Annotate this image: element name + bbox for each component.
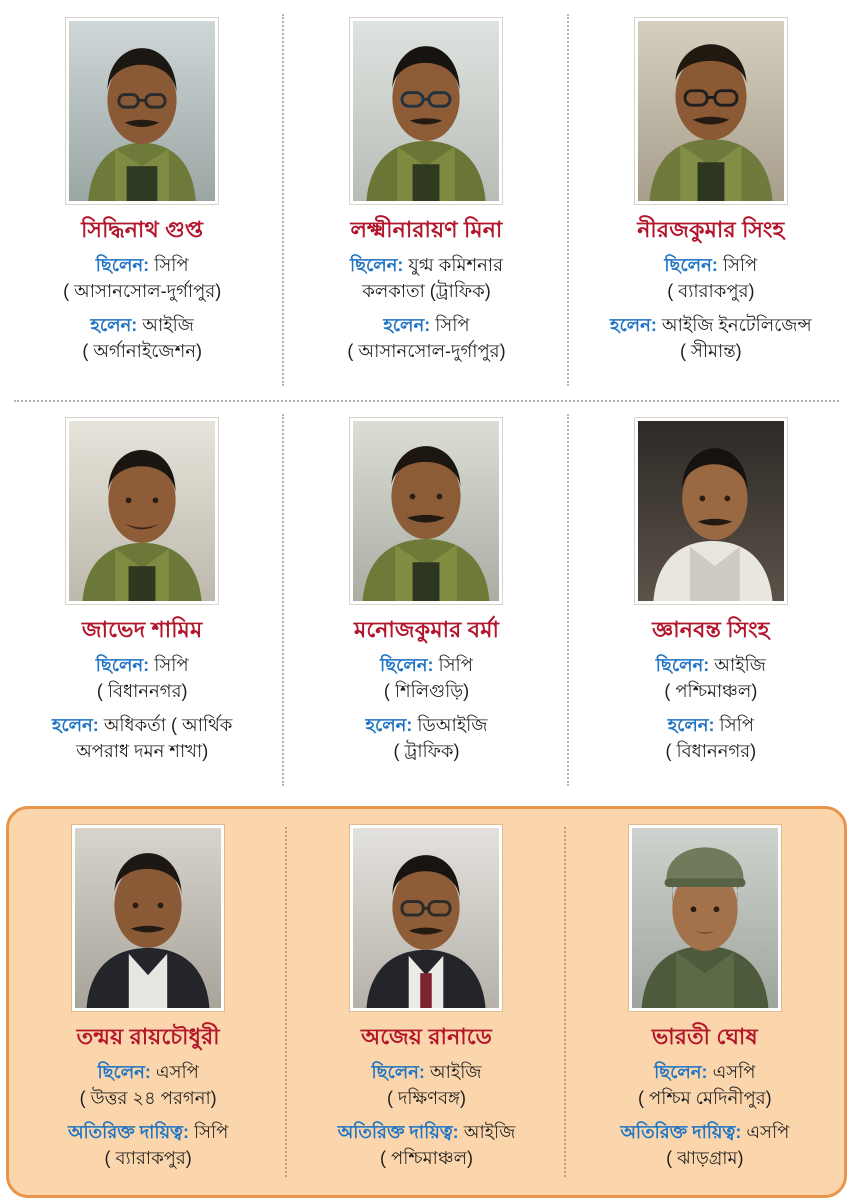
officer-new-post — [610, 312, 812, 338]
officer-card — [284, 0, 568, 400]
new-label: হলেন: — [365, 714, 413, 735]
officer-name: তন্ময় রায়চৌধুরী — [76, 1024, 220, 1049]
officer-card — [287, 809, 565, 1195]
officer-previous-post — [371, 1059, 481, 1085]
officer-previous-post — [97, 1059, 198, 1085]
officer-name: মনোজকুমার বর্মা — [353, 617, 500, 642]
previous-label: ছিলেন: — [655, 654, 710, 675]
officer-photo — [629, 825, 781, 1011]
officer-photo — [350, 18, 502, 204]
previous-value: এসপি — [155, 1061, 199, 1082]
previous-label: ছিলেন: — [349, 254, 404, 275]
previous-label: ছিলেন: — [97, 1061, 151, 1082]
officer-name: ভারতী ঘোষ — [651, 1024, 758, 1049]
officer-photo — [635, 418, 787, 604]
previous-value: সিপি — [722, 254, 758, 275]
officer-new-detail: ( ট্রাফিক) — [393, 740, 460, 761]
additional-charge-label: অতিরিক্ত দায়িত্ব: — [337, 1121, 459, 1142]
row-separator — [14, 400, 839, 402]
officer-previous-post — [664, 252, 757, 278]
previous-value: সিপি — [154, 654, 189, 675]
officer-card — [569, 0, 853, 400]
officer-card — [284, 400, 568, 800]
new-label: হলেন: — [90, 314, 138, 335]
officer-previous-detail: ( উত্তর ২৪ পরগনা) — [79, 1087, 217, 1108]
officer-previous-post — [350, 252, 503, 278]
new-value: ডিআইজি — [417, 714, 488, 735]
officer-additional-detail: ( ঝাড়গ্রাম) — [666, 1147, 744, 1168]
officer-card — [0, 400, 284, 800]
officer-previous-detail: ( দক্ষিণবঙ্গ) — [386, 1087, 466, 1108]
officer-additional-charge — [620, 1119, 789, 1145]
officer-new-detail: ( আসানসোল-দুর্গাপুর) — [347, 340, 506, 361]
additional-charge-value: আইজি — [463, 1121, 516, 1142]
new-label: হলেন: — [667, 714, 715, 735]
previous-value: আইজি — [429, 1061, 482, 1082]
previous-label: ছিলেন: — [380, 654, 434, 675]
officer-previous-detail: ( শিলিগুড়ি) — [383, 680, 470, 701]
officer-card — [0, 0, 284, 400]
officer-previous-detail: ( পশ্চিম মেদিনীপুর) — [638, 1087, 772, 1108]
new-label: হলেন: — [383, 314, 431, 335]
additional-charge-value: সিপি — [193, 1121, 229, 1142]
previous-label: ছিলেন: — [371, 1061, 425, 1082]
officer-card — [566, 809, 844, 1195]
officer-additional-charge — [68, 1119, 228, 1145]
officer-previous-post — [96, 652, 189, 678]
new-label: হলেন: — [51, 714, 99, 735]
new-value: অধিকর্তা ( আর্থিক — [103, 714, 233, 735]
previous-value: সিপি — [438, 654, 473, 675]
officer-photo — [350, 418, 502, 604]
previous-label: ছিলেন: — [664, 254, 718, 275]
new-value: আইজি ইনটেলিজেন্স — [661, 314, 812, 335]
officer-previous-detail: ( আসানসোল-দুর্গাপুর) — [63, 280, 222, 301]
officer-photo — [66, 18, 218, 204]
officer-card — [9, 809, 287, 1195]
officer-previous-detail: ( বিধাননগর) — [96, 680, 188, 701]
new-value: সিপি — [435, 314, 470, 335]
officer-previous-detail: ( ব্যারাকপুর) — [667, 280, 755, 301]
new-value: সিপি — [719, 714, 754, 735]
officer-previous-post — [380, 652, 473, 678]
officer-additional-charge — [338, 1119, 516, 1145]
previous-value: সিপি — [154, 254, 189, 275]
previous-value: এসপি — [712, 1061, 756, 1082]
officer-new-post — [90, 312, 193, 338]
highlighted-officer-panel — [6, 806, 847, 1198]
officer-photo — [350, 825, 502, 1011]
previous-value: যুগ্ম কমিশনার — [408, 254, 504, 275]
officer-photo — [635, 18, 787, 204]
additional-charge-value: এসপি — [746, 1121, 790, 1142]
officer-previous-detail: ( পশ্চিমাঞ্চল) — [664, 680, 758, 701]
previous-label: ছিলেন: — [95, 654, 150, 675]
officer-previous-post — [654, 1059, 755, 1085]
officer-name: নীরজকুমার সিংহ — [637, 217, 785, 242]
officer-new-post — [383, 312, 469, 338]
officer-previous-post — [96, 252, 189, 278]
new-value: আইজি — [142, 314, 194, 335]
officer-previous-post — [656, 652, 766, 678]
officer-name: অজেয় রানাডে — [360, 1024, 493, 1049]
additional-charge-label: অতিরিক্ত দায়িত্ব: — [620, 1121, 742, 1142]
previous-label: ছিলেন: — [654, 1061, 708, 1082]
officer-new-post — [366, 712, 488, 738]
officer-name: জাভেদ শামিম — [81, 617, 203, 642]
previous-label: ছিলেন: — [95, 254, 150, 275]
officer-name: লক্ষ্মীনারায়ণ মিনা — [350, 217, 503, 242]
officer-name: সিদ্ধিনাথ গুপ্ত — [81, 217, 204, 242]
officer-new-post — [668, 712, 754, 738]
officer-new-detail: অপরাধ দমন শাখা) — [76, 740, 209, 761]
previous-value: আইজি — [714, 654, 766, 675]
officer-new-detail: ( বিধাননগর) — [665, 740, 757, 761]
officer-additional-detail: ( পশ্চিমাঞ্চল) — [379, 1147, 473, 1168]
officer-photo — [72, 825, 224, 1011]
officer-new-detail: ( অর্গানাইজেশন) — [82, 340, 202, 361]
officer-previous-detail: কলকাতা (ট্রাফিক) — [362, 280, 491, 301]
officer-photo — [66, 418, 218, 604]
officer-new-detail: ( সীমান্ত) — [680, 340, 742, 361]
officer-new-post — [52, 712, 232, 738]
officer-additional-detail: ( ব্যারাকপুর) — [104, 1147, 192, 1168]
new-label: হলেন: — [609, 314, 657, 335]
officer-card — [569, 400, 853, 800]
officer-name: জ্ঞানবন্ত সিংহ — [652, 617, 770, 642]
additional-charge-label: অতিরিক্ত দায়িত্ব: — [67, 1121, 189, 1142]
